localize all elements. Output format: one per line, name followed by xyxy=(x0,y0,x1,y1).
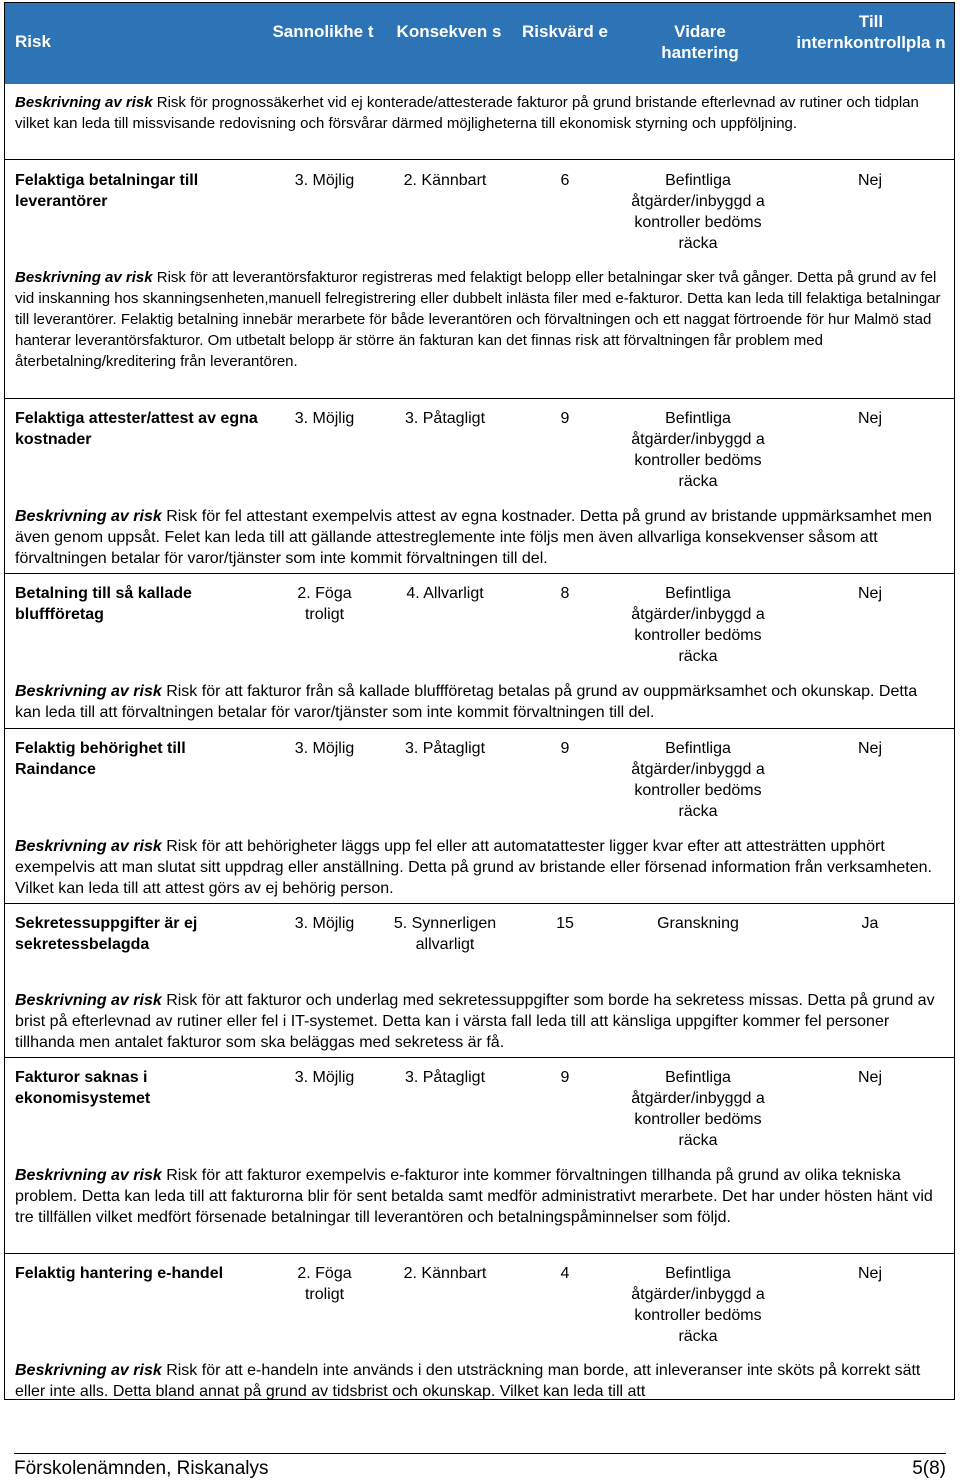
internkontrollplan-value: Nej xyxy=(857,1069,882,1086)
page-number: 5(8) xyxy=(912,1458,946,1479)
description-label: Beskrivning av risk xyxy=(15,1362,162,1379)
internkontrollplan-value: Nej xyxy=(857,585,882,602)
description-text: Risk för att e-handeln inte används i den utsträckning man borde, att inleveranser inte sköts på korrekt sätt eller inte alls. Detta bland annat på grund av tidsbrist och okunskap. Vilket kan leda till att xyxy=(15,1362,921,1400)
sannolikhet-value: 3. Möjlig xyxy=(294,172,355,189)
header-separator xyxy=(5,81,954,84)
internkontrollplan-value: Ja xyxy=(861,915,879,932)
internkontrollplan-value: Nej xyxy=(857,740,882,757)
row-divider xyxy=(5,573,954,574)
risk-description xyxy=(15,836,945,899)
hantering-value: Befintliga åtgärder/inbyggd a kontroller bedöms räcka xyxy=(631,1265,765,1345)
risk-description xyxy=(15,990,945,1053)
risk-name: Felaktiga betalningar till leverantörer xyxy=(15,172,199,210)
konsekvens-value: 4. Allvarligt xyxy=(406,585,484,602)
risk-description xyxy=(15,1360,945,1402)
konsekvens-value: 3. Påtagligt xyxy=(404,740,486,757)
riskvarde-value: 6 xyxy=(560,172,570,189)
hantering-value: Befintliga åtgärder/inbyggd a kontroller bedöms räcka xyxy=(631,172,765,252)
konsekvens-value: 2. Kännbart xyxy=(403,172,487,189)
description-label: Beskrivning av risk xyxy=(15,508,162,525)
sannolikhet-value: 3. Möjlig xyxy=(294,1069,355,1086)
row-divider xyxy=(5,728,954,729)
description-label: Beskrivning av risk xyxy=(15,1167,162,1184)
description-text: Risk för att fakturor exempelvis e-fakturor inte kommer förvaltningen tillhanda på grund av olika tekniska problem. Detta kan leda till att fakturorna blir för sent betalda samt medför administrativt merarbete. Det har under hösten hänt vid tre tillfällen vilket medfört försenade betalningar till leverantören och betalningspåminnelser som följd. xyxy=(15,1167,933,1226)
risk-description xyxy=(15,681,945,723)
row-divider xyxy=(5,1057,954,1058)
sannolikhet-value: 2. Föga troligt xyxy=(297,585,352,623)
description-label: Beskrivning av risk xyxy=(15,992,162,1009)
hantering-value: Befintliga åtgärder/inbyggd a kontroller bedöms räcka xyxy=(631,585,765,665)
row-divider xyxy=(5,159,954,160)
header-risk: Risk xyxy=(15,32,51,51)
row-divider xyxy=(5,398,954,399)
description-text: Risk för att behörigheter läggs upp fel eller att automatattester ligger kvar efter att attesträtten upphört exempelvis att man slutat sitt uppdrag eller anställning. Detta på grund av bristande eller försenad information från verksamheten. Vilket kan leda till att attest görs av ej behörig person. xyxy=(15,838,932,897)
description-text: Risk för att fakturor från så kallade bluffföretag betalas på grund av ouppmärksamhet och okunskap. Detta kan leda till att förvaltningen betalar för varor/tjänster som inte kommit förvaltningen till del. xyxy=(15,683,918,721)
riskvarde-value: 9 xyxy=(560,740,570,757)
riskvarde-value: 4 xyxy=(560,1265,570,1282)
header-vidare-hantering: Vidare hantering xyxy=(661,22,739,62)
risk-description xyxy=(15,506,945,569)
internkontrollplan-value: Nej xyxy=(857,410,882,427)
hantering-value: Befintliga åtgärder/inbyggd a kontroller bedöms räcka xyxy=(631,740,765,820)
hantering-value: Befintliga åtgärder/inbyggd a kontroller bedöms räcka xyxy=(631,410,765,490)
risk-description xyxy=(15,267,945,372)
riskvarde-value: 9 xyxy=(560,1069,570,1086)
description-text: Risk för prognossäkerhet vid ej konterade/attesterade fakturor på grund bristande efterlevnad av rutiner och tidplan vilket kan leda till missvisande redovisning och försvårar därmed möjligheterna till ekonomisk styrning och uppföljning. xyxy=(15,94,919,132)
risk-name: Felaktig hantering e-handel xyxy=(15,1265,224,1282)
sannolikhet-value: 3. Möjlig xyxy=(294,410,355,427)
header-internkontrollplan: Till internkontrollpla n xyxy=(796,12,946,52)
risk-name: Betalning till så kallade bluffföretag xyxy=(15,585,192,623)
sannolikhet-value: 3. Möjlig xyxy=(294,740,355,757)
konsekvens-value: 3. Påtagligt xyxy=(404,410,486,427)
table-header xyxy=(5,3,954,81)
risk-name: Sekretessuppgifter är ej sekretessbelagda xyxy=(15,915,198,953)
header-konsekvens: Konsekven s xyxy=(396,22,502,41)
sannolikhet-value: 3. Möjlig xyxy=(294,915,355,932)
sannolikhet-value: 2. Föga troligt xyxy=(297,1265,352,1303)
risk-name: Fakturor saknas i ekonomisystemet xyxy=(15,1069,151,1107)
intro-description xyxy=(15,92,945,134)
riskvarde-value: 8 xyxy=(560,585,570,602)
risk-name: Felaktiga attester/attest av egna kostnader xyxy=(15,410,258,448)
risk-description xyxy=(15,1165,945,1228)
riskvarde-value: 15 xyxy=(556,915,574,932)
risk-table xyxy=(4,2,955,1400)
konsekvens-value: 5. Synnerligen allvarligt xyxy=(393,915,497,953)
description-label: Beskrivning av risk xyxy=(15,94,153,111)
footer-divider xyxy=(14,1453,946,1454)
description-text: Risk för att leverantörsfakturor registreras med felaktigt belopp eller betalningar sker två gånger. Detta på grund av fel vid inskanning hos skanningsenheten,manuell felregistrering eller dubbelt inlästa filer med e-fakturor. Detta kan leda till felaktiga betalningar till leverantörer. Felaktig betalning innebär merarbete för både leverantören och förvaltningen och ett naggat förtroende för hur Malmö stad hanterar leverantörsfakturor. Om utbetalt belopp är större än fakturan kan det finnas risk att förvaltningen får problem med återbetalning/kreditering från leverantören. xyxy=(15,269,941,370)
description-text: Risk för fel attestant exempelvis attest av egna kostnader. Detta på grund av bristande uppmärksamhet men även genom uppsåt. Felet kan leda till att gällande attestreglemente inte följs men även allvarliga konsekvenser såsom att förvaltningen betalar för varor/tjänster som inte kommit förvaltningen till del. xyxy=(15,508,932,567)
konsekvens-value: 3. Påtagligt xyxy=(404,1069,486,1086)
konsekvens-value: 2. Kännbart xyxy=(403,1265,487,1282)
row-divider xyxy=(5,903,954,904)
riskvarde-value: 9 xyxy=(560,410,570,427)
row-divider xyxy=(5,1253,954,1254)
risk-name: Felaktig behörighet till Raindance xyxy=(15,740,186,778)
footer-title: Förskolenämnden, Riskanalys xyxy=(14,1458,269,1479)
description-label: Beskrivning av risk xyxy=(15,683,162,700)
internkontrollplan-value: Nej xyxy=(857,1265,882,1282)
description-text: Risk för att fakturor och underlag med sekretessuppgifter som borde ha sekretess missas. Detta på grund av brist på efterlevnad av rutiner eller fel i IT-systemet. Detta kan i värsta fall leda till att känsliga uppgifter kommer fel personer tillhanda men antalet fakturor som ska beläggas med sekretess är få. xyxy=(15,992,935,1051)
header-sannolikhet: Sannolikhe t xyxy=(272,22,374,41)
description-label: Beskrivning av risk xyxy=(15,269,153,286)
description-label: Beskrivning av risk xyxy=(15,838,162,855)
header-riskvarde: Riskvärd e xyxy=(522,22,608,41)
hantering-value: Granskning xyxy=(657,915,739,932)
hantering-value: Befintliga åtgärder/inbyggd a kontroller bedöms räcka xyxy=(631,1069,765,1149)
internkontrollplan-value: Nej xyxy=(857,172,882,189)
